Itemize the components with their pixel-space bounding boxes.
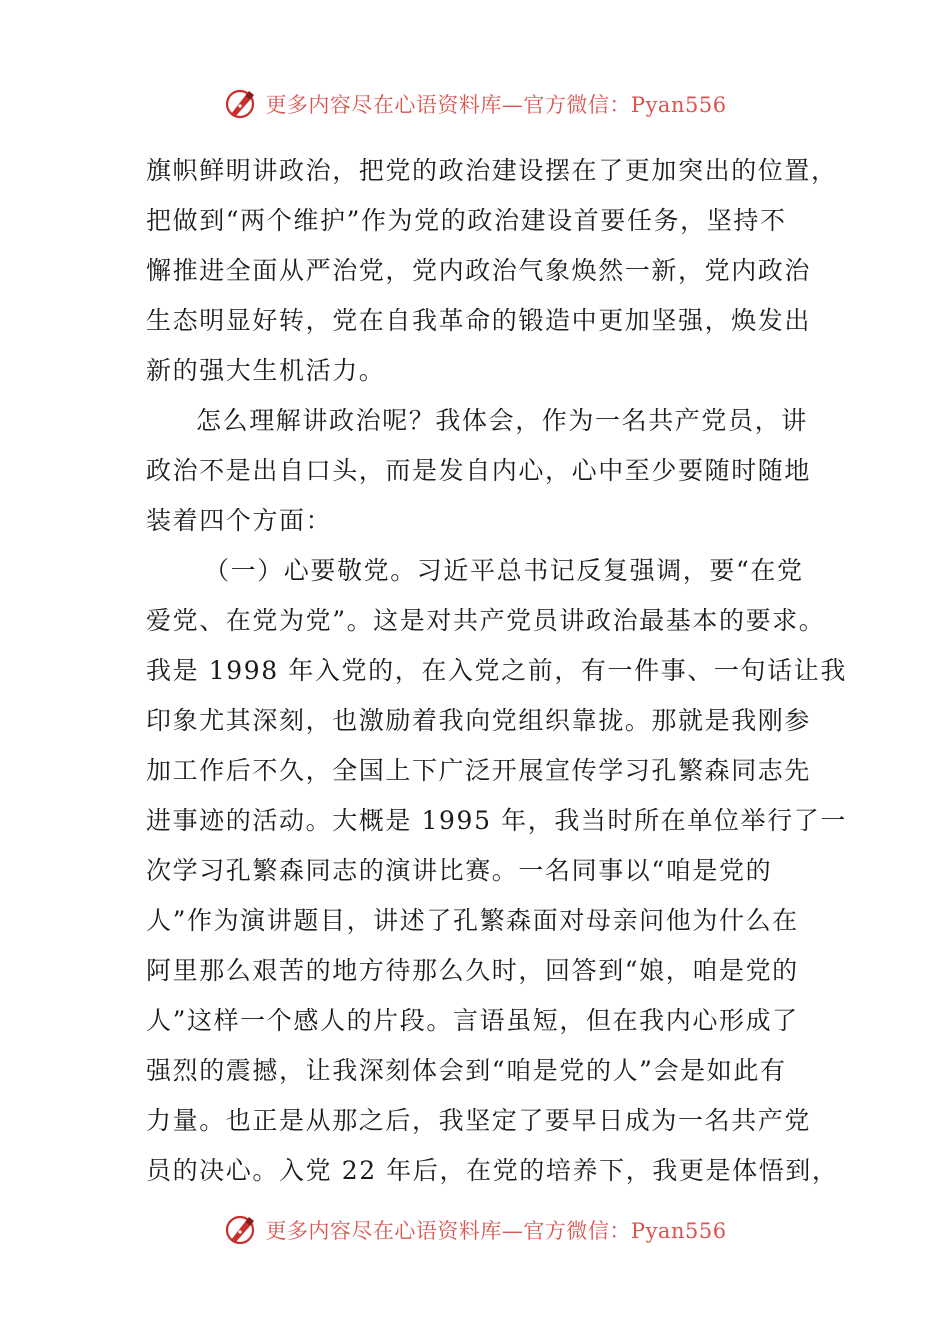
body-line: 新的强大生机活力。 [146,356,386,385]
body-line: 人”这样一个感人的片段。言语虽短，但在我内心形成了 [146,1006,799,1035]
header-watermark-text: 更多内容尽在心语资料库—官方微信：Pyan556 [265,93,727,117]
body-line: 懈推进全面从严治党，党内政治气象焕然一新，党内政治 [146,256,812,285]
section-heading-line: （一）心要敬党。习近平总书记反复强调，要“在党 [204,556,804,585]
body-line: 人”作为演讲题目，讲述了孔繁森面对母亲问他为什么在 [146,906,799,935]
header-watermark [0,84,950,124]
body-line: 强烈的震撼，让我深刻体会到“咱是党的人”会是如此有 [146,1056,787,1085]
footer-watermark-text: 更多内容尽在心语资料库—官方微信：Pyan556 [265,1219,727,1243]
footer-watermark [0,1210,950,1250]
body-line: 把做到“两个维护”作为党的政治建设首要任务，坚持不 [146,206,787,235]
body-line: 印象尤其深刻，也激励着我向党组织靠拢。那就是我刚参 [146,706,812,735]
body-line: 我是 1998 年入党的，在入党之前，有一件事、一句话让我 [146,656,847,685]
pen-nib-logo-icon [223,87,259,121]
body-line: 进事迹的活动。大概是 1995 年，我当时所在单位举行了一 [146,806,847,835]
body-line: 政治不是出自口头，而是发自内心，心中至少要随时随地 [146,456,812,485]
body-line: 阿里那么艰苦的地方待那么久时，回答到“娘，咱是党的 [146,956,799,985]
body-line: 生态明显好转，党在自我革命的锻造中更加坚强，焕发出 [146,306,812,335]
document-body [146,146,847,1196]
pen-nib-logo-icon [223,1213,259,1247]
body-line: 旗帜鲜明讲政治，把党的政治建设摆在了更加突出的位置， [146,156,838,185]
body-line: 装着四个方面： [146,506,333,535]
body-line: 员的决心。入党 22 年后，在党的培养下，我更是体悟到， [146,1156,839,1185]
body-line: 次学习孔繁森同志的演讲比赛。一名同事以“咱是党的 [146,856,773,885]
paragraph-start-line: 怎么理解讲政治呢？我体会，作为一名共产党员，讲 [196,406,808,435]
body-line: 力量。也正是从那之后，我坚定了要早日成为一名共产党 [146,1106,812,1135]
body-line: 加工作后不久，全国上下广泛开展宣传学习孔繁森同志先 [146,756,812,785]
body-line: 爱党、在党为党”。这是对共产党员讲政治最基本的要求。 [146,606,826,635]
